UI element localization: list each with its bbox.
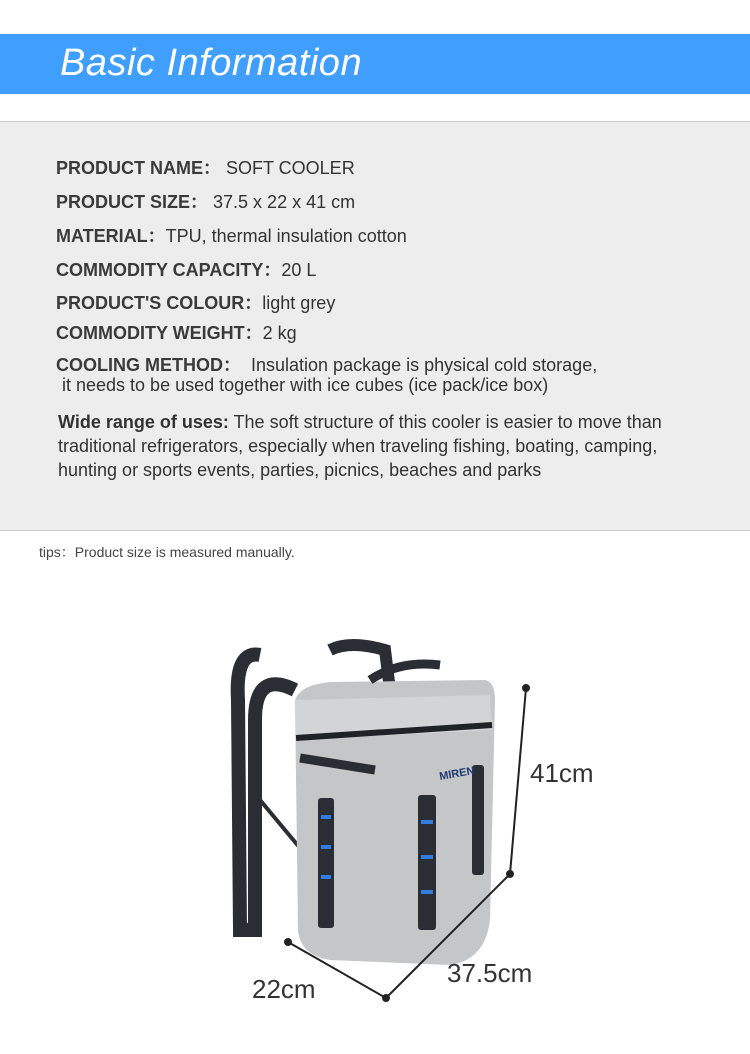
header-banner (0, 34, 750, 94)
info-value: SOFT COOLER (221, 158, 355, 178)
info-value: Insulation package is physical cold storage, (241, 355, 598, 375)
height-label: 41cm (530, 758, 594, 788)
info-label: PRODUCT NAME： (56, 158, 221, 178)
info-value: 20 L (281, 260, 317, 280)
info-label: COMMODITY WEIGHT： (56, 323, 263, 343)
info-row-size (56, 188, 355, 214)
info-row-colour (56, 289, 335, 315)
info-value: 37.5 x 22 x 41 cm (208, 192, 356, 212)
info-value: light grey (262, 293, 336, 313)
page-title: Basic Information (60, 42, 363, 84)
cooler-backpack-image (200, 630, 650, 1030)
depth-label: 22cm (252, 974, 316, 1004)
tips-note: tips：Product size is measured manually. (39, 544, 295, 560)
product-figure (200, 630, 650, 1030)
info-row-name (56, 154, 355, 180)
info-label: COMMODITY CAPACITY： (56, 260, 282, 280)
info-panel (0, 121, 750, 531)
info-row-weight (56, 319, 297, 345)
info-row-material (56, 222, 407, 248)
info-value: TPU, thermal insulation cotton (165, 226, 407, 246)
uses-paragraph (58, 410, 668, 482)
uses-label: Wide range of uses: (58, 412, 229, 432)
info-label: MATERIAL： (56, 226, 166, 246)
info-row-capacity (56, 256, 316, 282)
info-label: PRODUCT'S COLOUR： (56, 293, 263, 313)
info-label: COOLING METHOD： (56, 355, 241, 375)
uses-text: The soft structure of this cooler is easier to move than traditional refrigerators, especially when traveling fishing, boating, camping, hunting or sports events, parties, picnics, beaches and parks (58, 412, 662, 480)
brand-logo: MIREN (438, 764, 476, 783)
info-value: 2 kg (262, 323, 297, 343)
width-label: 37.5cm (447, 958, 533, 988)
info-row-cooling (56, 351, 597, 377)
cooling-line-2: it needs to be used together with ice cubes (ice pack/ice box) (62, 375, 549, 395)
info-label: PRODUCT SIZE： (56, 192, 209, 212)
